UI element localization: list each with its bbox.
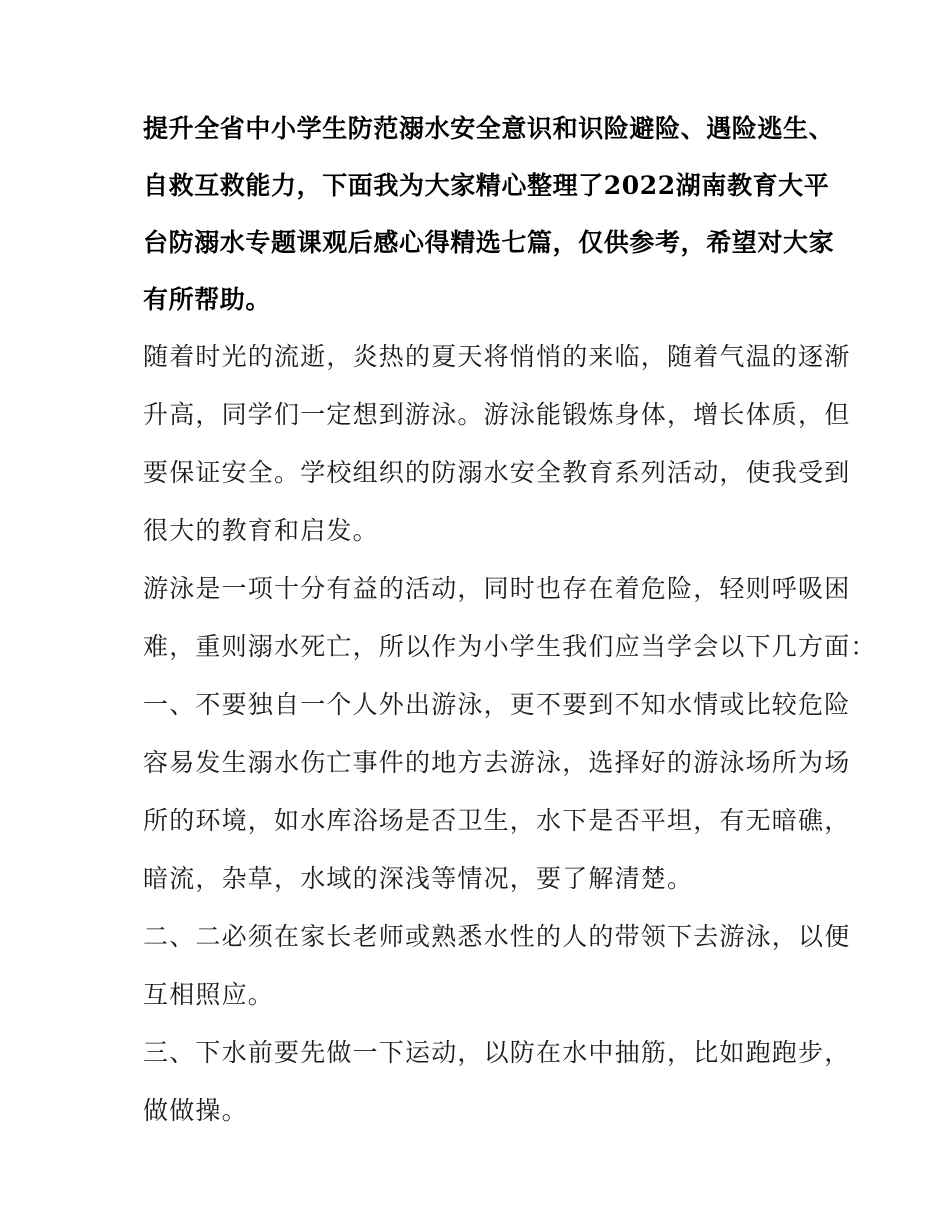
intro-paragraph: [143, 100, 833, 328]
paragraph-line: 一、不要独自一个人外出游泳，更不要到不知水情或比较危险: [143, 690, 851, 719]
paragraph-line: 升高，同学们一定想到游泳。游泳能锻炼身体，增长体质，但: [143, 400, 851, 429]
paragraph-line: 游泳是一项十分有益的活动，同时也存在着危险，轻则呼吸困: [143, 574, 851, 603]
intro-line: 提升全省中小学生防范溺水安全意识和识险避险、遇险逃生、: [143, 114, 835, 143]
intro-line: 自救互救能力，下面我为大家精心整理了2022湖南教育大平: [143, 171, 830, 200]
paragraph-rule-two: [143, 908, 851, 1024]
intro-line: 台防溺水专题课观后感心得精选七篇，仅供参考，希望对大家: [143, 228, 835, 257]
paragraph-line: 二、二必须在家长老师或熟悉水性的人的带领下去游泳，以便: [143, 922, 851, 951]
paragraph-line: 所的环境，如水库浴场是否卫生，水下是否平坦，有无暗礁，: [143, 806, 851, 835]
body-text: [143, 328, 877, 1140]
paragraph-line: 随着时光的流逝，炎热的夏天将悄悄的来临，随着气温的逐渐: [143, 342, 851, 371]
paragraph-line: 暗流，杂草，水域的深浅等情况，要了解清楚。: [143, 864, 694, 893]
paragraph-line: 容易发生溺水伤亡事件的地方去游泳，选择好的游泳场所为场: [143, 748, 851, 777]
paragraph-rule-one: [143, 676, 851, 908]
paragraph-line: 三、下水前要先做一下运动，以防在水中抽筋，比如跑跑步，: [143, 1038, 851, 1067]
intro-line: 有所帮助。: [143, 285, 272, 314]
paragraph-line: 互相照应。: [143, 980, 275, 1009]
paragraph-line: 做做操。: [143, 1096, 248, 1125]
paragraph-line: 要保证安全。学校组织的防溺水安全教育系列活动，使我受到: [143, 458, 851, 487]
paragraph-rule-three: [143, 1024, 851, 1140]
paragraph-line: 很大的教育和启发。: [143, 516, 379, 545]
document-body: [143, 100, 877, 1140]
paragraph-line: 难，重则溺水死亡，所以作为小学生我们应当学会以下几方面：: [143, 632, 877, 661]
paragraph-swimming-risks: [143, 560, 877, 676]
paragraph-summer-swimming: [143, 328, 851, 560]
